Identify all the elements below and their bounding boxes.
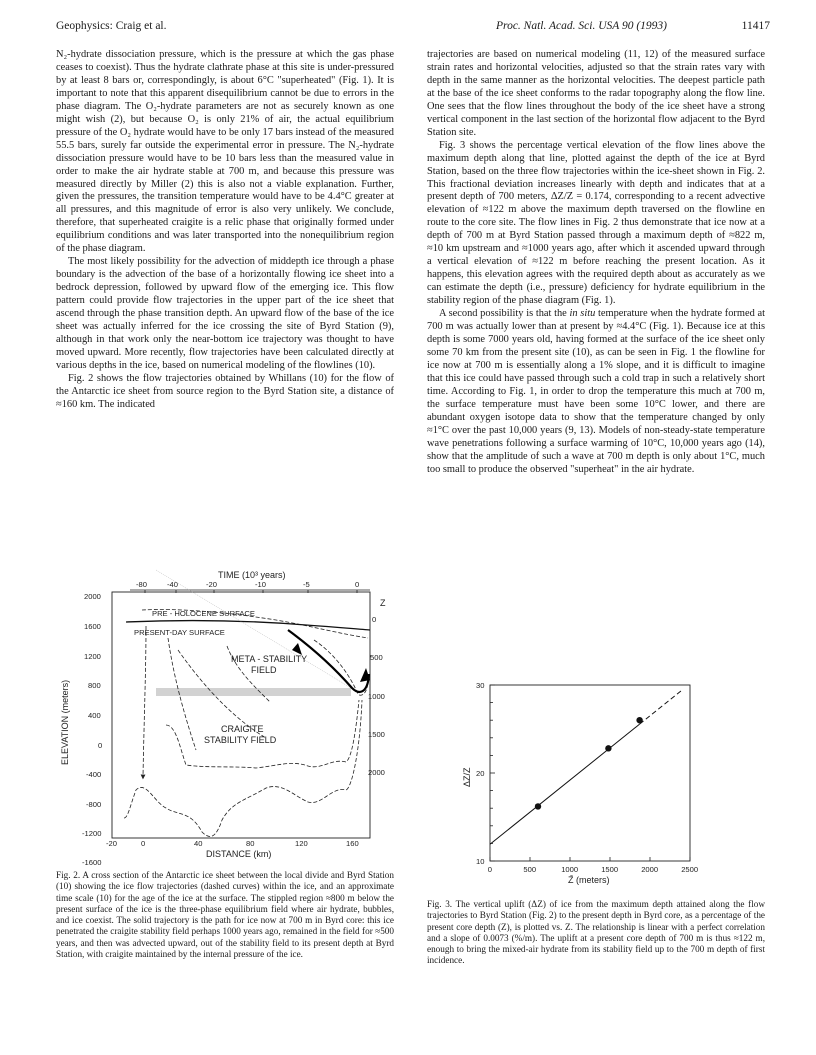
z-ticks — [368, 615, 385, 777]
paragraph: Fig. 3 shows the percentage vertical elevation of the flow lines above the maximum depth along that line, plotted against the depth of the ice at Byrd Station, based on the three flow trajectories within the ice-sheet shown in Fig. 2. This fractional deviation increases linearly with depth and indicates that at a present depth of 700 meters, ΔZ/Z = 0.174, corresponding to a recent advective elevation of ≈122 m above the maximum depth traversed on the flowline en route to the core site. The flow lines in Fig. 2 thus demonstrate that ice now at a depth of 700 m at Byrd Station passed through a maximum depth of ≈822 m, ≈10 km upstream and ≈1000 years ago, after which it ascended upward through a vertical elevation of ≈122 m before reaching the present location. As it happens, this elevation agrees with the required depth about as accurately as we can estimate the depth (i.e., pressure) deficiency for hydrate equilibrium in the stability region of the phase diagram (Fig. 1). — [427, 139, 765, 307]
journal-citation: Proc. Natl. Acad. Sci. USA 90 (1993) — [496, 20, 667, 32]
left-column — [56, 49, 394, 412]
figure-2-caption: Fig. 2. A cross section of the Antarctic ice sheet between the local divide and Byrd Station (10) showing the ice flow trajectories (dashed curves) within the ice, and an approximate time scale (10) for the age of the ice at the surface. The stippled region ≈800 m below the present surface of the ice is the three-phase equilibrium field where air hydrate, bubbles, and ice coexist. The solid trajectory is the path for ice now at 700 m in Byrd core: this ice penetrated the craigite stability field perhaps 1000 years ago, remained in the field for ≈500 years, and then was advected upward, out of the stability field to its present depth at Byrd Station, with craigite maintained by the internal pressure of the ice. — [56, 870, 394, 960]
y-tick-labels — [476, 681, 484, 866]
elevation-tick: 1200 — [84, 652, 101, 661]
time-tick: 0 — [355, 580, 360, 589]
meta-stability-label-2: FIELD — [251, 665, 277, 675]
z-axis-label: Z — [380, 598, 386, 608]
fit-line-extrapolation — [640, 690, 682, 724]
flow-trajectory — [314, 640, 368, 695]
chart-frame — [490, 685, 690, 861]
flow-trajectory — [143, 626, 146, 777]
elevation-tick: -1200 — [82, 829, 102, 838]
z-tick: 0 — [372, 615, 377, 624]
distance-tick: 40 — [194, 839, 203, 848]
x-tick-label: 0 — [487, 865, 493, 874]
pre-holocene-label: PRE - HOLOCENE SURFACE — [152, 609, 255, 618]
x-tick-labels — [488, 865, 698, 874]
paragraph: A second possibility is that the in situ temperature when the hydrate formed at 700 m was actually lower than at present by ≈4.4°C (Fig. 1). Because ice at this depth is some 7000 years old, having formed at the surface of the ice sheet only some 70 km from the present site (10), as can be seen in Fig. 1 the flowline for ice now at 700 m is essentially along a 1% slope, and it is difficult to imagine that this ice could have passed through such a cold trap in such a relatively short time. According to Fig. 1, in order to drop the temperature this much at 700 m, the surface temperature must have been some 10°C lower, and there are abundant oxygen isotope data to show that the temperature changed by only ≈1°C over the past 10,000 years (9, 13). Models of non-steady-state temperature wave penetrations following a surface warming of 10°C, 10,000 years ago (14), show that the amplitude of such a wave at 700 m depth is only about 1°C, much too small to produce the observed "superheat" in the air hydrate. — [427, 308, 765, 475]
paragraph: N₂-hydrate dissociation pressure, which is the pressure at which the gas phase ceases to coexist). Thus the hydrate clathrate phase at this site is under-pressured by at least 8 bars or, correspondingly, is about 6°C "superheated" (Fig. 1). It is important to note that this apparent disequilibrium cannot be due to errors in the phase diagram. The O₂-hydrate parameters are not as securely known as one might wish (2), but because O₂ is only 21% of air, the actual equilibrium pressure of the O₂ hydrate would have to be only 17 bars instead of the measured 55.5 bars, surely far outside the experimental error in pressure. The N₂-hydrate dissociation pressure would have to be 10 bars less than the measured value in order to make the air hydrate stable at 700 m, and because this pressure was measured directly by Miller (2) this is also not a viable explanation. Further, given the pressures, the transition temperature would have to be 4.4°C greater at all pressures, and this magnitude of error is also very unlikely. We conclude, therefore, that superheated craigite is a relic phase that originally formed under equilibrium conditions and was later transported into the nonequilibrium region of the phase diagram. — [56, 49, 394, 255]
elevation-tick: 400 — [88, 711, 101, 720]
three-phase-equilibrium-field — [156, 688, 351, 696]
x-tick-label: 2500 — [681, 865, 699, 874]
y-axis-label: ΔZ/Z — [462, 767, 472, 787]
figure-2-cross-section — [56, 570, 396, 867]
time-tick: -80 — [136, 580, 147, 589]
elevation-ticks — [82, 592, 102, 867]
elevation-tick: 1600 — [84, 622, 101, 631]
elevation-tick: -1600 — [82, 858, 102, 867]
elevation-tick: 0 — [98, 741, 103, 750]
paragraph: Fig. 2 shows the flow trajectories obtained by Whillans (10) for the flow of the Antarctic ice sheet from source region to the Byrd Station site, a distance of ≈160 km. The indicated — [56, 372, 394, 410]
distance-ticks — [106, 839, 359, 848]
page-header — [56, 20, 770, 36]
time-tick: -40 — [167, 580, 178, 589]
distance-tick: 120 — [295, 839, 308, 848]
distance-tick: -20 — [106, 839, 117, 848]
x-axis-label: Z̄ (meters) — [568, 875, 610, 885]
data-point — [636, 717, 642, 723]
elevation-axis-label: ELEVATION (meters) — [60, 679, 70, 765]
x-tick-label: 2000 — [641, 865, 659, 874]
time-tick: -20 — [206, 580, 217, 589]
craigite-label: CRAIGITE — [221, 724, 264, 734]
bedrock-isoline — [166, 700, 359, 768]
elevation-tick: -400 — [86, 770, 102, 779]
running-head: Geophysics: Craig et al. — [56, 20, 167, 32]
page-number: 11417 — [741, 20, 770, 32]
time-axis-label: TIME (10³ years) — [218, 570, 286, 580]
meta-stability-label: META - STABILITY — [231, 654, 308, 664]
data-point — [535, 803, 541, 809]
z-tick: 500 — [370, 653, 383, 662]
elevation-tick: 2000 — [84, 592, 101, 601]
figure-3-caption: Fig. 3. The vertical uplift (ΔZ) of ice from the maximum depth attained along the flow trajectories to Byrd Station (Fig. 2) to the present depth in Byrd core, as a percentage of the present core depth (Z), is plotted vs. Z. The relationship is linear with a perfect correlation and a slope of 0.0073 (%/m). The uplift at a present core depth of 700 m is thus ≈122 m, enough to bring the mixed-air hydrate from its stability field up to the 700 m depth of first incidence. — [427, 899, 765, 966]
right-column — [427, 49, 765, 476]
y-tick-label: 20 — [476, 769, 485, 778]
x-tick-label: 1500 — [601, 865, 619, 874]
z-tick: 1000 — [368, 692, 385, 701]
z-tick: 2000 — [368, 768, 385, 777]
bedrock-profile — [124, 700, 362, 836]
time-tick: -5 — [303, 580, 310, 589]
time-ticks — [136, 580, 359, 593]
elevation-tick: 800 — [88, 681, 101, 690]
craigite-stability-label: STABILITY FIELD — [204, 735, 277, 745]
x-tick-label: 500 — [523, 865, 537, 874]
distance-tick: 80 — [246, 839, 255, 848]
fit-line — [490, 724, 640, 844]
z-tick: 1500 — [368, 730, 385, 739]
y-tick-label: 10 — [476, 857, 485, 866]
paragraph: The most likely possibility for the advection of middepth ice through a phase boundary is the advection of the base of a horizontally flowing ice sheet into a bedrock depression, followed by upward flow of the emerging ice. This flow pattern could provide flow trajectories in the upper part of the ice sheet that ascend through the phase transition depth. An upward flow of the base of the ice sheet was actually inferred for the ice crossing the site of Byrd Station (9), although in that work only the near-bottom ice trajectory was thought to have moved upward. More recently, flow trajectories have been calculated directly at various depths in the ice, based on numerical modeling of the flowlines (10). — [56, 256, 394, 371]
elevation-tick: -800 — [86, 800, 102, 809]
figure-3-chart — [460, 677, 720, 887]
distance-tick: 160 — [346, 839, 359, 848]
data-point — [605, 745, 611, 751]
distance-tick: 0 — [141, 839, 146, 848]
time-tick: -10 — [255, 580, 266, 589]
present-day-label: PRESENT-DAY SURFACE — [134, 628, 225, 637]
x-tick-label: 1000 — [561, 865, 579, 874]
paragraph: trajectories are based on numerical modeling (11, 12) of the measured surface strain rates and horizontal velocities, adjusted so that the strain rates vary with depth in the same manner as the horizontal velocities. The deepest particle path at the base of the ice sheet conforms to the radar topography along the flow line. One sees that the flow lines throughout the body of the ice sheet have a strong vertical component in the last section of the horizontal flow adjacent to the Byrd Station site. — [427, 49, 765, 138]
y-tick-label: 30 — [476, 681, 485, 690]
chart-ticks — [490, 685, 690, 861]
distance-axis-label: DISTANCE (km) — [206, 849, 272, 859]
